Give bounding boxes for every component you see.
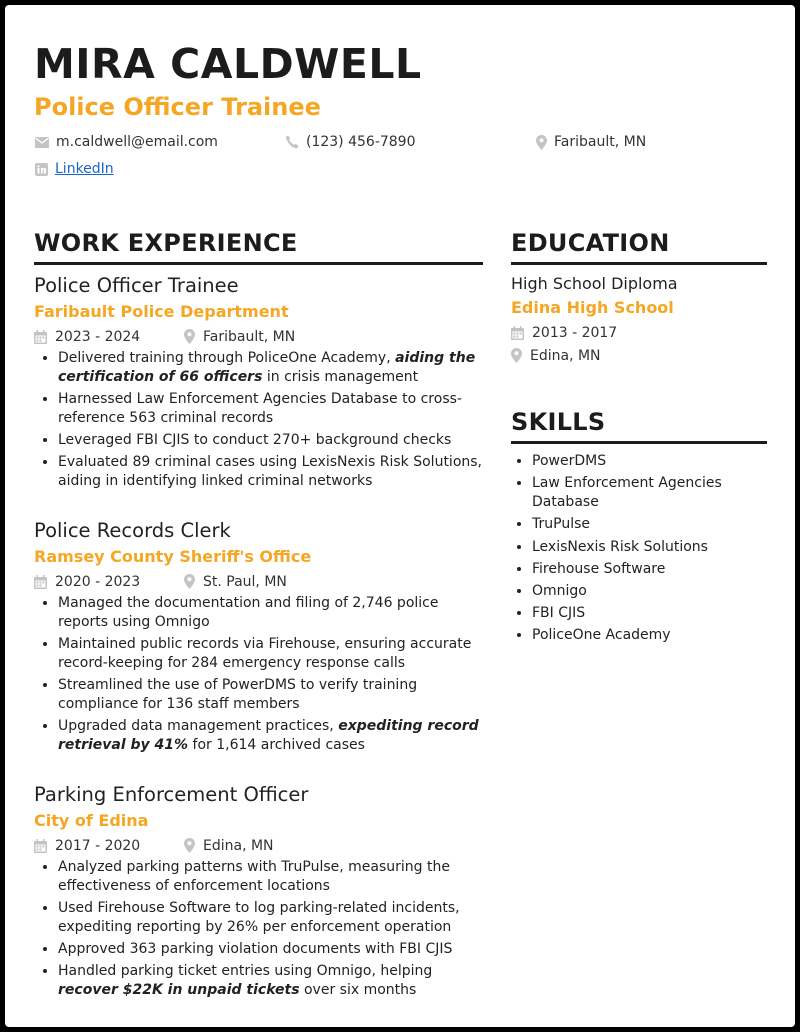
list-item: • PowerDMS	[532, 452, 792, 471]
contact-phone	[285, 134, 416, 150]
job-dates	[34, 329, 184, 345]
education-dates-text: 2013 - 2017	[532, 324, 618, 341]
map-pin-icon	[511, 348, 522, 363]
list-item: • Approved 363 parking violation documents with FBI CJIS	[58, 940, 484, 959]
calendar-icon	[34, 839, 47, 853]
education-entry	[511, 272, 771, 366]
list-item: • Leveraged FBI CJIS to conduct 270+ background checks	[58, 431, 484, 450]
list-item: • Delivered training through PoliceOne Academy, aiding the certification of 66 officers in crisis management	[58, 349, 484, 387]
location-text: Faribault, MN	[554, 134, 647, 150]
job-location	[184, 329, 295, 345]
linkedin-icon	[35, 163, 48, 176]
list-item: • Managed the documentation and filing of 2,746 police reports using Omnigo	[58, 594, 484, 632]
list-item: • Used Firehouse Software to log parking-related incidents, expediting reporting by 26% per enforcement operation	[58, 899, 484, 937]
contact-email	[35, 134, 218, 150]
job-meta	[34, 326, 484, 347]
list-item: • Law Enforcement Agencies Database	[532, 474, 792, 512]
job-dates-text: 2017 - 2020	[55, 837, 141, 854]
linkedin-link[interactable]: LinkedIn	[55, 161, 114, 177]
calendar-icon	[34, 575, 47, 589]
map-pin-icon	[536, 135, 547, 150]
list-item: • Omnigo	[532, 582, 792, 601]
list-item: • FBI CJIS	[532, 604, 792, 623]
job-location	[184, 574, 287, 590]
job-bullets	[34, 349, 484, 491]
list-item: • Firehouse Software	[532, 560, 792, 579]
job-bullets	[34, 594, 484, 755]
phone-text: (123) 456-7890	[306, 134, 416, 150]
list-item: • TruPulse	[532, 515, 792, 534]
list-item: • PoliceOne Academy	[532, 626, 792, 645]
job-location-text: St. Paul, MN	[203, 573, 287, 590]
list-item: • LexisNexis Risk Solutions	[532, 538, 792, 557]
contact-linkedin	[35, 161, 114, 177]
envelope-icon	[35, 137, 49, 148]
list-item: • Upgraded data management practices, expediting record retrieval by 41% for 1,614 archived cases	[58, 717, 484, 755]
job-company: Ramsey County Sheriff's Office	[34, 547, 312, 566]
map-pin-icon	[184, 838, 195, 853]
job-dates-text: 2020 - 2023	[55, 573, 141, 590]
skills-heading: SKILLS	[511, 408, 606, 436]
job-dates	[34, 574, 184, 590]
education-heading: EDUCATION	[511, 229, 670, 257]
job-dates	[34, 838, 184, 854]
education-dates	[511, 322, 771, 343]
job-entry	[34, 518, 484, 758]
email-text: m.caldwell@email.com	[56, 134, 218, 150]
skills-list	[511, 452, 792, 649]
job-role: Police Records Clerk	[34, 519, 231, 542]
candidate-name: MIRA CALDWELL	[34, 40, 422, 88]
calendar-icon	[511, 326, 524, 340]
contact-location	[536, 134, 646, 150]
resume-page	[5, 5, 795, 1027]
job-bullets	[34, 858, 484, 1000]
job-role: Parking Enforcement Officer	[34, 783, 309, 806]
map-pin-icon	[184, 329, 195, 344]
education-school: Edina High School	[511, 298, 674, 317]
list-item: • Handled parking ticket entries using Omnigo, helping recover $22K in unpaid tickets over six months	[58, 962, 484, 1000]
phone-icon	[285, 135, 299, 149]
calendar-icon	[34, 330, 47, 344]
job-company: Faribault Police Department	[34, 302, 289, 321]
education-location-text: Edina, MN	[530, 347, 601, 364]
education-degree: High School Diploma	[511, 274, 678, 293]
work-experience-heading: WORK EXPERIENCE	[34, 229, 298, 257]
job-role: Police Officer Trainee	[34, 274, 239, 297]
job-company: City of Edina	[34, 811, 149, 830]
map-pin-icon	[184, 574, 195, 589]
skills-divider	[511, 441, 767, 444]
job-location	[184, 838, 274, 854]
job-meta	[34, 571, 484, 592]
job-meta	[34, 835, 484, 856]
work-experience-divider	[34, 262, 483, 265]
job-location-text: Faribault, MN	[203, 328, 296, 345]
list-item: • Maintained public records via Firehouse, ensuring accurate record-keeping for 284 emergency response calls	[58, 635, 484, 673]
list-item: • Evaluated 89 criminal cases using LexisNexis Risk Solutions, aiding in identifying linked criminal networks	[58, 453, 484, 491]
job-location-text: Edina, MN	[203, 837, 274, 854]
education-location	[511, 345, 771, 366]
list-item: • Analyzed parking patterns with TruPulse, measuring the effectiveness of enforcement locations	[58, 858, 484, 896]
education-divider	[511, 262, 767, 265]
candidate-title: Police Officer Trainee	[34, 93, 321, 121]
job-entry	[34, 782, 484, 1003]
job-entry	[34, 273, 484, 494]
job-dates-text: 2023 - 2024	[55, 328, 141, 345]
list-item: • Streamlined the use of PowerDMS to verify training compliance for 136 staff members	[58, 676, 484, 714]
list-item: • Harnessed Law Enforcement Agencies Database to cross-reference 563 criminal records	[58, 390, 484, 428]
